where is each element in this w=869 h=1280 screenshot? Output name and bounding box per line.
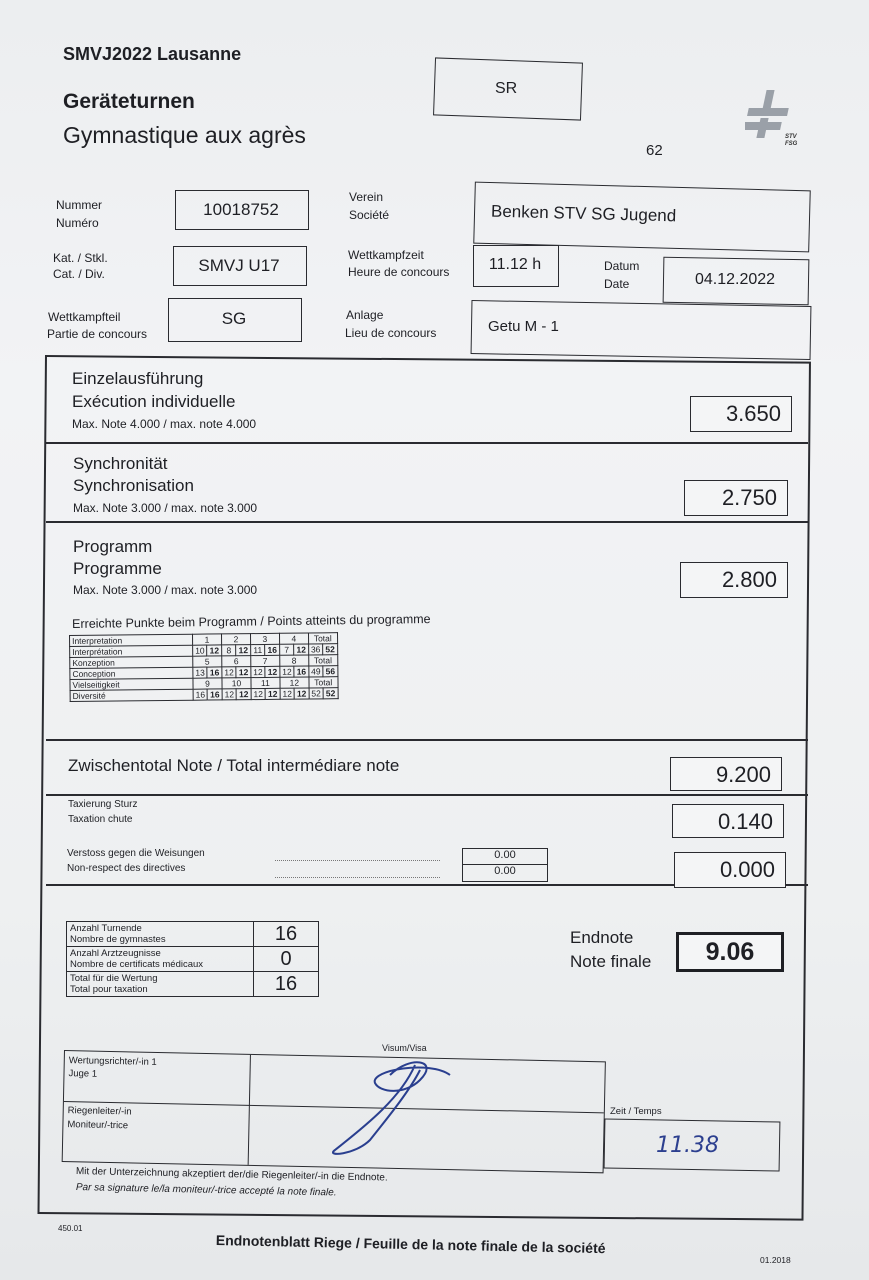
- teil-label-de: Wettkampfteil: [48, 310, 121, 324]
- acceptance-note-fr: Par sa signature le/la moniteur/-trice accepté la note finale.: [75, 1182, 337, 1199]
- points-cell: 1: [192, 634, 221, 645]
- points-cell: 9: [193, 678, 222, 689]
- points-cell: 12: [236, 667, 251, 678]
- points-cell: 16: [207, 667, 222, 678]
- weis-value-b: 0.00: [494, 865, 516, 877]
- arzt-label-de: Anzahl Arztzeugnisse: [70, 948, 161, 959]
- total-label: [67, 972, 254, 997]
- weis-value-a: 0.00: [494, 849, 516, 861]
- total-label-fr: Total pour taxation: [70, 984, 148, 995]
- teil-label-fr: Partie de concours: [47, 327, 148, 341]
- turnende-label-de: Anzahl Turnende: [70, 923, 142, 934]
- signature-divider-v: [248, 1055, 251, 1165]
- datum-label-de: Datum: [604, 259, 640, 273]
- anlage-label-fr: Lieu de concours: [345, 326, 437, 340]
- points-row-name: Vielseitigkeit: [70, 678, 193, 690]
- anlage-value: Getu M - 1: [488, 318, 559, 335]
- points-cell: 2: [221, 634, 250, 645]
- weis-label-fr: Non-respect des directives: [67, 863, 186, 874]
- sturz-label-fr: Taxation chute: [68, 814, 133, 825]
- verein-label-fr: Société: [349, 208, 390, 222]
- points-cell: 12: [236, 645, 251, 656]
- sturz-label-de: Taxierung Sturz: [68, 799, 138, 810]
- turnende-value: 16: [254, 922, 319, 947]
- discipline-de: Geräteturnen: [63, 90, 195, 113]
- arzt-label: [67, 947, 254, 972]
- total-value: 16: [254, 972, 319, 997]
- datum-value: 04.12.2022: [694, 271, 776, 288]
- leiter-label-fr: Moniteur/-trice: [67, 1119, 129, 1132]
- points-cell: 13: [193, 667, 208, 678]
- prog-max: Max. Note 3.000 / max. note 3.000: [73, 583, 258, 597]
- points-cell: 8: [280, 655, 309, 666]
- divider-1: [46, 442, 808, 444]
- divider-4: [46, 794, 808, 796]
- points-cell: 8: [222, 645, 237, 656]
- points-row-name: Interpretation: [70, 634, 193, 646]
- points-cell: 52: [323, 688, 338, 699]
- visum-label: Visum/Visa: [382, 1043, 427, 1053]
- points-row-name: Diversité: [70, 689, 193, 701]
- points-row-name: Konzeption: [70, 656, 193, 668]
- points-cell: 12: [251, 666, 266, 677]
- points-cell: Total: [308, 633, 337, 644]
- points-cell: 11: [250, 644, 265, 655]
- points-cell: 12: [207, 645, 222, 656]
- points-row-6: [70, 688, 338, 702]
- richter-label-de: Wertungsrichter/-in 1: [68, 1055, 157, 1068]
- arzt-value: 0: [254, 947, 319, 972]
- event-title: SMVJ2022 Lausanne: [63, 44, 242, 64]
- prog-label-de: Programm: [73, 537, 153, 556]
- points-table: [69, 632, 338, 702]
- weis-line-1: [275, 860, 440, 861]
- points-cell: 16: [265, 644, 280, 655]
- einzel-score: 3.650: [690, 396, 792, 432]
- einzel-label-de: Einzelausführung: [72, 369, 204, 388]
- points-title: Erreichte Punkte beim Programm / Points atteints du programme: [72, 611, 431, 631]
- points-cell: 16: [208, 689, 223, 700]
- code-box-value: SR: [495, 80, 518, 97]
- datum-label-fr: Date: [604, 277, 630, 291]
- acceptance-note-de: Mit der Unterzeichnung akzeptiert der/die Riegenleiter/-in die Endnote.: [75, 1166, 388, 1184]
- nummer-value: 10018752: [203, 200, 279, 219]
- sync-label-de: Synchronität: [73, 454, 168, 473]
- verein-label-de: Verein: [349, 190, 384, 204]
- points-cell: Total: [308, 655, 337, 666]
- endnote-score: 9.06: [676, 932, 784, 972]
- kat-value: SMVJ U17: [198, 256, 280, 275]
- footer-right-code: 01.2018: [760, 1255, 791, 1265]
- zeit-label-fr: Heure de concours: [348, 265, 450, 279]
- richter-label-fr: Juge 1: [68, 1068, 98, 1080]
- zwischen-label: Zwischentotal Note / Total intermédiare note: [68, 756, 400, 775]
- counts-row-turnende: [67, 922, 319, 947]
- endnote-label-fr: Note finale: [570, 952, 652, 971]
- turnende-label-fr: Nombre de gymnastes: [70, 934, 166, 945]
- points-cell: 4: [279, 633, 308, 644]
- prog-label-fr: Programme: [73, 559, 162, 578]
- points-cell: 36: [308, 644, 323, 655]
- total-label-de: Total für die Wertung: [70, 973, 158, 984]
- points-cell: 12: [280, 677, 309, 688]
- points-cell: 16: [294, 666, 309, 677]
- points-cell: 49: [309, 666, 324, 677]
- einzel-label-fr: Exécution individuelle: [72, 392, 236, 411]
- divider-2: [46, 521, 808, 523]
- weis-label-de: Verstoss gegen die Weisungen: [67, 848, 205, 859]
- points-cell: 12: [280, 666, 295, 677]
- points-cell: 11: [251, 677, 280, 688]
- discipline-fr: Gymnastique aux agrès: [63, 122, 306, 148]
- anlage-label-de: Anlage: [346, 308, 384, 322]
- endnote-label-de: Endnote: [570, 928, 634, 947]
- counts-table: [66, 921, 319, 997]
- kat-label-de: Kat. / Stkl.: [53, 251, 108, 265]
- points-cell: 12: [251, 688, 266, 699]
- sync-max: Max. Note 3.000 / max. note 3.000: [73, 501, 258, 515]
- weis-score: 0.000: [674, 852, 786, 888]
- nummer-label-fr: Numéro: [56, 216, 99, 230]
- sync-score: 2.750: [684, 480, 788, 516]
- weis-line-2: [275, 877, 440, 878]
- arzt-label-fr: Nombre de certificats médicaux: [70, 959, 204, 970]
- divider-3: [46, 739, 808, 741]
- zeit-label-de: Wettkampfzeit: [348, 248, 424, 262]
- zeit-temps-value: 11.38: [656, 1133, 719, 1158]
- verein-value: Benken STV SG Jugend: [490, 201, 677, 226]
- points-cell: 56: [323, 666, 338, 677]
- points-row-name: Conception: [70, 667, 193, 679]
- points-cell: 12: [222, 689, 237, 700]
- footer-title: Endnotenblatt Riege / Feuille de la note finale de la société: [215, 1232, 606, 1257]
- points-cell: 12: [265, 688, 280, 699]
- kat-label-fr: Cat. / Div.: [53, 267, 105, 281]
- counts-row-arzt: [67, 947, 319, 972]
- points-cell: 12: [280, 688, 295, 699]
- judge-signature: [320, 1045, 480, 1165]
- points-cell: 16: [193, 689, 208, 700]
- einzel-max: Max. Note 4.000 / max. note 4.000: [72, 417, 257, 431]
- sturz-score: 0.140: [672, 804, 784, 838]
- points-cell: 7: [279, 644, 294, 655]
- points-cell: 3: [250, 633, 279, 644]
- points-cell: 12: [236, 689, 251, 700]
- points-cell: 6: [222, 656, 251, 667]
- points-cell: 10: [222, 678, 251, 689]
- footer-left-code: 450.01: [58, 1224, 83, 1233]
- teil-value: SG: [221, 309, 247, 328]
- zeit-value: 11.12 h: [488, 256, 542, 273]
- zwischen-score: 9.200: [670, 757, 782, 791]
- points-cell: 5: [193, 656, 222, 667]
- points-row-name: Interprétation: [70, 645, 193, 657]
- nummer-label-de: Nummer: [56, 198, 103, 212]
- points-cell: 12: [294, 688, 309, 699]
- points-cell: 10: [193, 645, 208, 656]
- points-cell: 12: [294, 644, 309, 655]
- leiter-label-de: Riegenleiter/-in: [67, 1105, 132, 1118]
- stv-logo: [745, 88, 807, 154]
- sync-label-fr: Synchronisation: [73, 476, 194, 495]
- points-cell: 52: [323, 644, 338, 655]
- counts-row-total: [67, 972, 319, 997]
- prog-score: 2.800: [680, 562, 788, 598]
- points-cell: 12: [265, 666, 280, 677]
- points-cell: 52: [309, 688, 324, 699]
- sheet-number: 62: [646, 142, 663, 159]
- points-cell: 7: [251, 655, 280, 666]
- points-cell: Total: [309, 677, 338, 688]
- points-cell: 12: [222, 667, 237, 678]
- turnende-label: [67, 922, 254, 947]
- logo-text: STV FSG: [785, 134, 798, 147]
- zeit-temps-label: Zeit / Temps: [610, 1106, 662, 1117]
